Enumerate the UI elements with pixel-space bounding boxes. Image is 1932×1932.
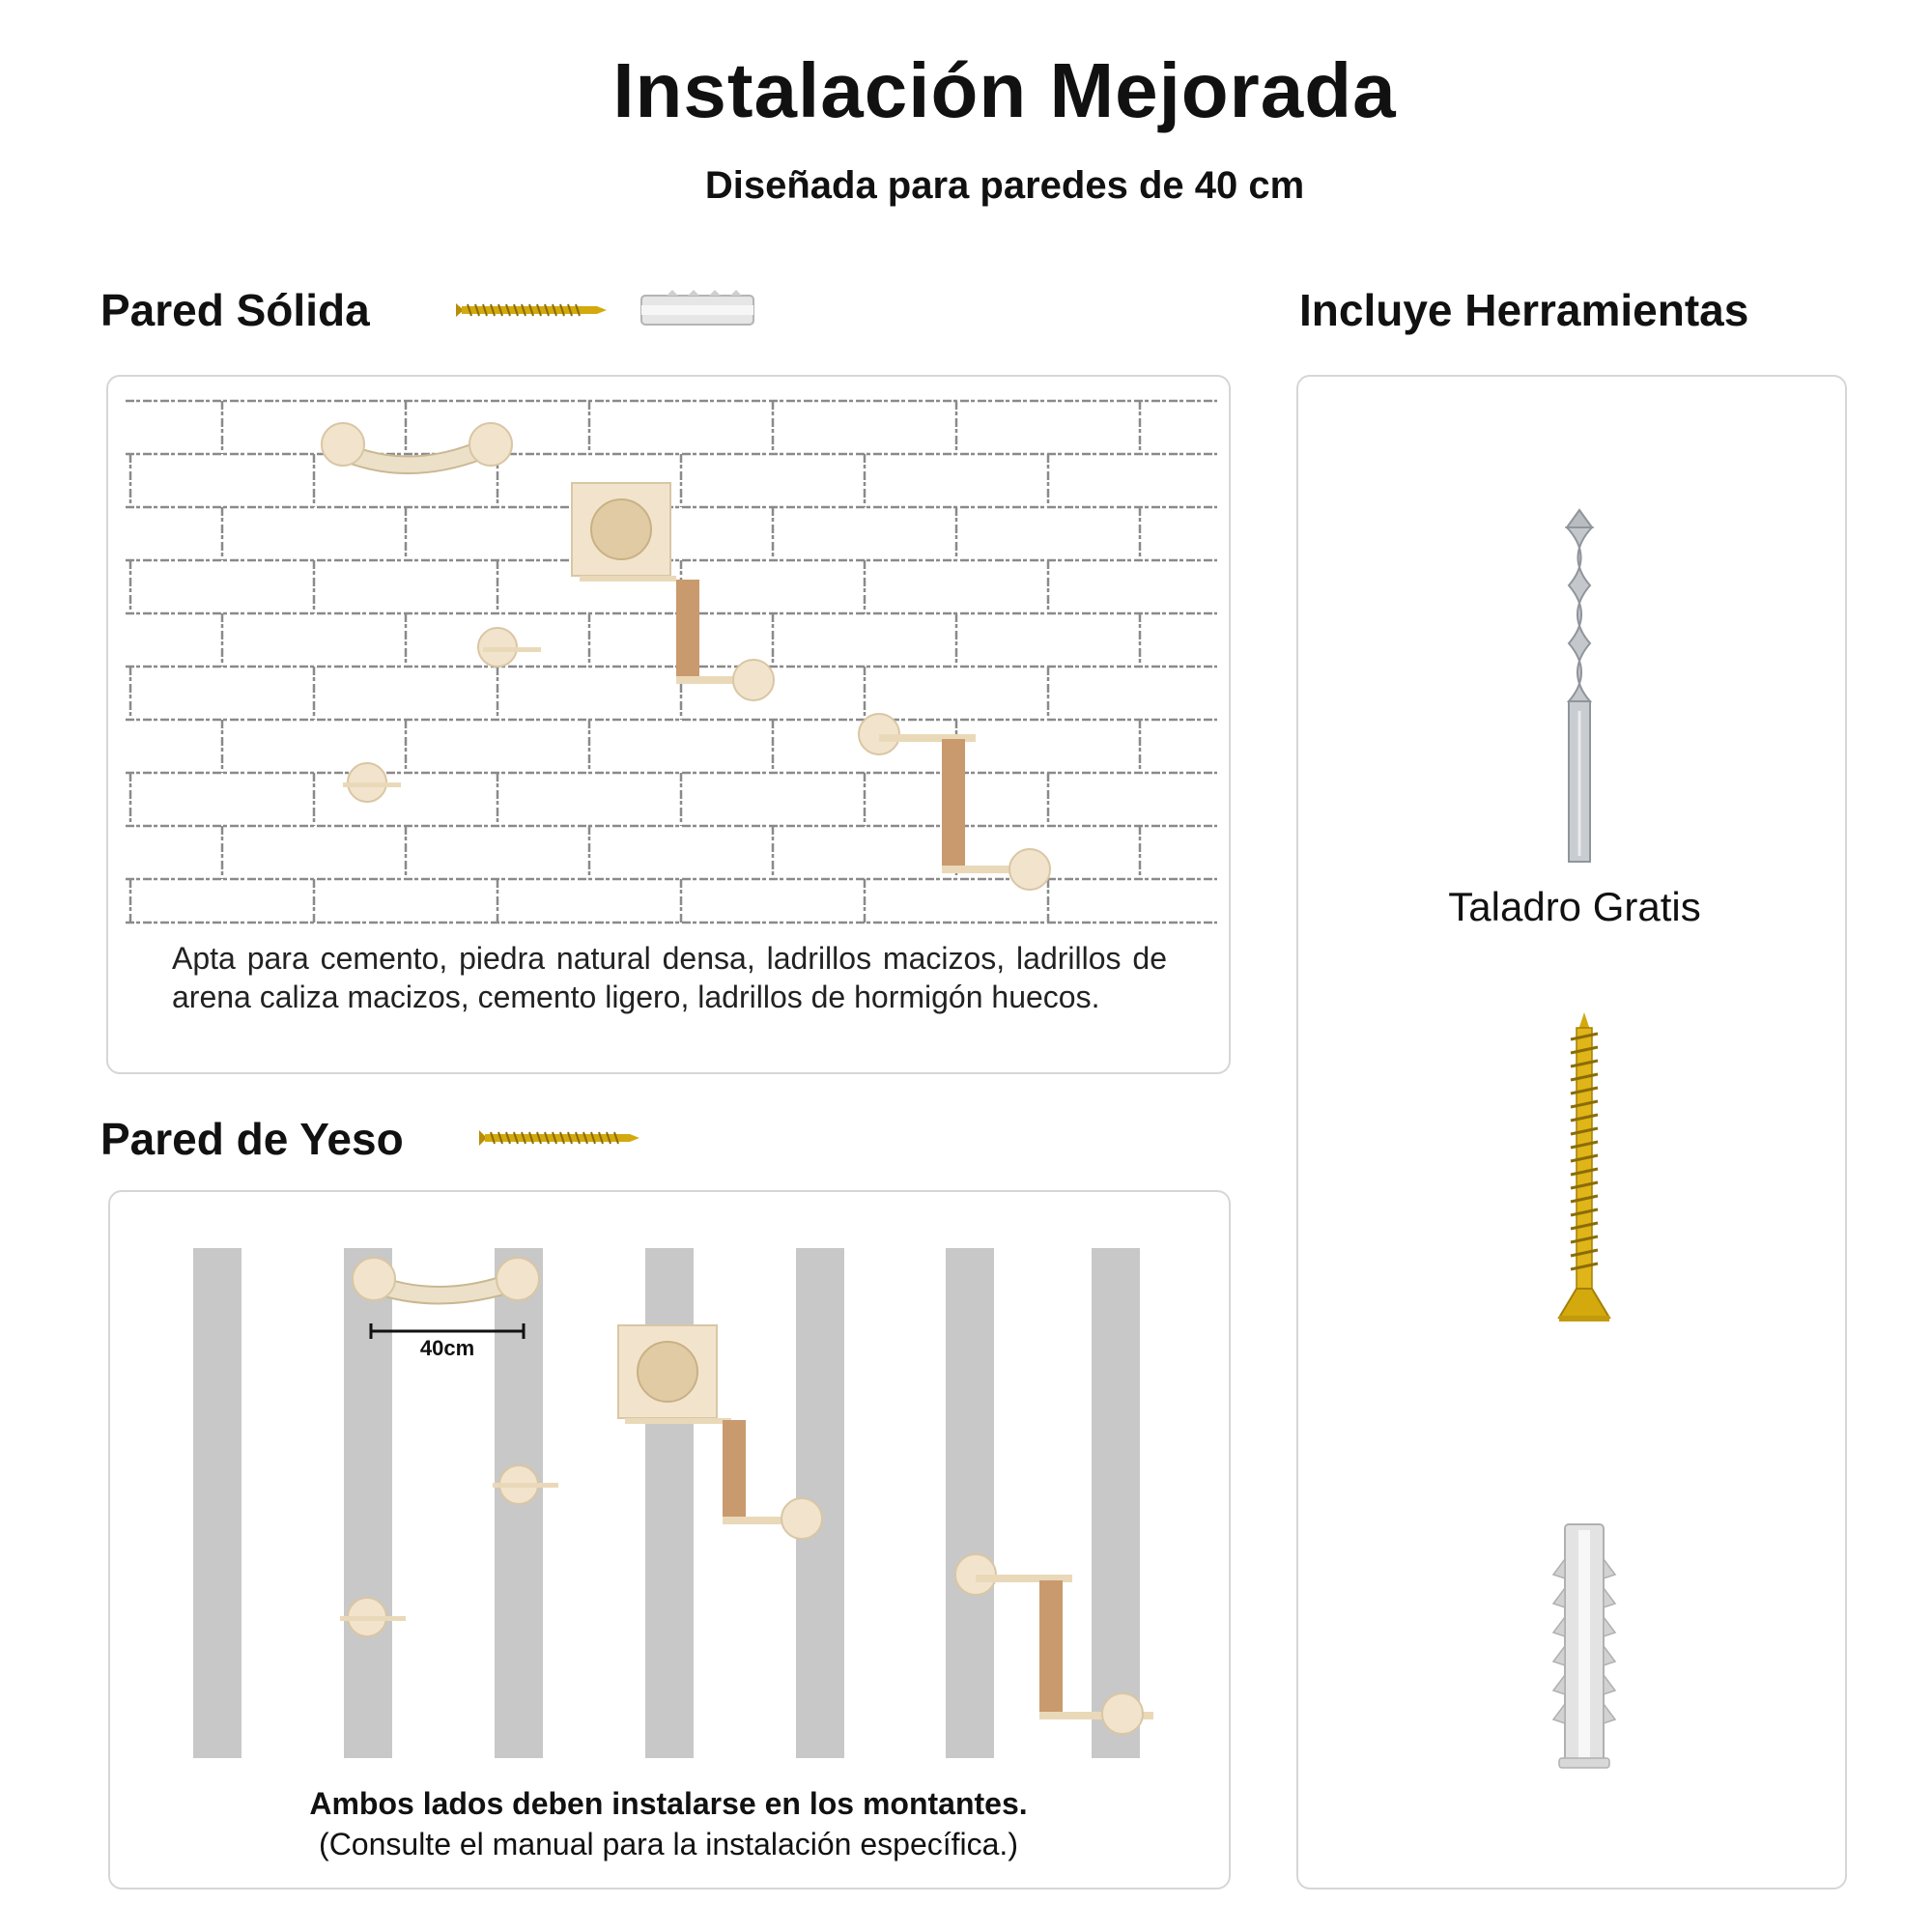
page-title: Instalación Mejorada [612, 47, 1397, 133]
solid-wall-heading: Pared Sólida [100, 285, 370, 335]
wall-stair [859, 714, 1050, 890]
wall-step [343, 763, 401, 802]
drill-bit-icon [1546, 508, 1613, 866]
wall-step [478, 628, 541, 667]
wall-anchor-icon [638, 290, 763, 330]
drywall-note-text: (Consulte el manual para la instalación específica.) [319, 1827, 1018, 1861]
screw-icon [454, 296, 609, 325]
measurement-label: 40cm [419, 1336, 475, 1360]
screw-icon [1555, 1010, 1613, 1329]
rope-bridge [322, 423, 512, 473]
rope-bridge [353, 1258, 539, 1304]
solid-wall-description: Apta para cemento, piedra natural densa, ladrillos macizos, ladrillos de arena caliza macizos, cemento ligero, ladrillos de hormigón huecos. [172, 941, 1167, 1014]
drywall-note-bold: Ambos lados deben instalarse en los montantes. [309, 1786, 1028, 1821]
screw-icon [477, 1123, 641, 1152]
page-subtitle: Diseñada para paredes de 40 cm [704, 164, 1305, 207]
brick-wall-illustration [126, 386, 1217, 927]
wall-anchor-icon [1549, 1520, 1619, 1772]
drywall-note [108, 1783, 1229, 1864]
drywall-heading: Pared de Yeso [100, 1114, 404, 1164]
drywall-illustration [108, 1190, 1231, 1770]
tools-heading: Incluye Herramientas [1299, 285, 1749, 335]
drill-label: Taladro Gratis [1448, 884, 1701, 929]
